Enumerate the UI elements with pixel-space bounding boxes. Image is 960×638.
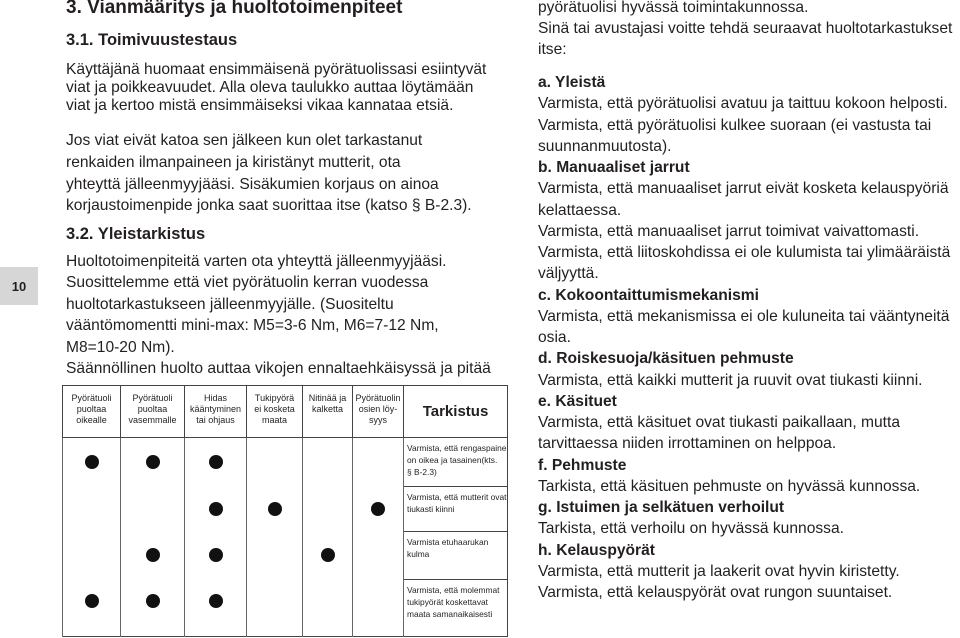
- dot-marker: [321, 548, 335, 562]
- text-line: Säännöllinen huolto auttaa vikojen ennaltaehkäisyssä ja pitää: [66, 360, 491, 378]
- general-check-paragraph: [66, 251, 491, 379]
- symptom-cell: [303, 438, 353, 487]
- dot-marker: [209, 502, 223, 516]
- text-line: Varmista, että mutterit ja laakerit ovat hyvin kiristetty.: [538, 562, 900, 580]
- text-line: Sinä tai avustajasi voitte tehdä seuraavat huoltotarkastukset: [538, 20, 953, 37]
- troubleshooting-table: [62, 385, 508, 637]
- symptom-cell: [121, 532, 185, 580]
- section-heading: e. Käsituet: [538, 392, 617, 410]
- section-heading: b. Manuaaliset jarrut: [538, 159, 690, 176]
- header-line: tai ohjaus: [196, 415, 235, 425]
- symptom-cell: [185, 532, 247, 580]
- checklist-intro: [538, 0, 952, 60]
- check-line: Varmista, että mutterit ovat: [407, 492, 507, 502]
- symptom-cell: [353, 487, 404, 532]
- dot-marker: [209, 548, 223, 562]
- header-line: ei kosketa: [254, 404, 295, 414]
- text-line: Varmista, että mekanismissa ei ole kuluneita tai vääntyneitä: [538, 307, 950, 325]
- symptom-cell: [303, 580, 353, 637]
- header-loose-parts: [353, 386, 404, 438]
- header-slow-steering: [185, 386, 247, 438]
- text-line: M8=10-20 Nm).: [66, 338, 175, 356]
- checklist-section: [538, 497, 952, 540]
- section-heading: h. Kelauspyörät: [538, 541, 655, 559]
- symptom-cell: [303, 487, 353, 532]
- text-line: suunnanmuutosta).: [538, 137, 672, 155]
- symptom-cell: [247, 532, 303, 580]
- header-line: Hidas: [203, 393, 227, 403]
- dot-marker: [146, 455, 160, 469]
- checklist-section: [538, 157, 952, 285]
- page-number: 10: [0, 267, 38, 305]
- text-line: osia.: [538, 329, 571, 346]
- maintenance-checklist: [538, 0, 952, 603]
- symptom-cell: [185, 487, 247, 532]
- text-line: itse:: [538, 41, 567, 58]
- text-line: Huoltotoimenpiteitä varten ota yhteyttä jälleenmyyjääsi.: [66, 253, 447, 270]
- dealer-contact-paragraph: [66, 130, 472, 217]
- section-heading-general-check: 3.2. Yleistarkistus: [66, 225, 206, 243]
- text-line: viat ja kertoo mistä ensimmäiseksi vikaa kannataa etsiä.: [66, 97, 454, 114]
- check-line: tiukasti kiinni: [407, 504, 455, 514]
- header-castor-off-ground: [247, 386, 303, 438]
- symptom-cell: [247, 487, 303, 532]
- section-heading: f. Pehmuste: [538, 456, 627, 474]
- header-line: kalketta: [311, 404, 344, 414]
- header-line: puoltaa: [76, 404, 107, 414]
- table-row: [63, 487, 508, 532]
- intro-paragraph: [66, 61, 486, 115]
- checklist-section: [538, 285, 952, 349]
- check-cell: [404, 580, 508, 637]
- text-line: Tarkista, että käsituen pehmuste on hyvässä kunnossa.: [538, 477, 921, 495]
- text-line: vääntömomentti mini-max: M5=3-6 Nm, M6=7-12 Nm,: [66, 317, 439, 335]
- header-line: Pyörätuoli: [132, 393, 173, 403]
- check-cell: [404, 487, 508, 532]
- header-line: Nitinää ja: [308, 393, 347, 403]
- symptom-cell: [353, 580, 404, 637]
- dot-marker: [209, 594, 223, 608]
- checklist-section: [538, 455, 952, 498]
- symptom-cell: [63, 532, 121, 580]
- symptom-cell: [353, 532, 404, 580]
- symptom-cell: [63, 438, 121, 487]
- header-line: Tukipyörä: [254, 393, 295, 403]
- text-line: Varmista, että kelauspyörät ovat rungon suuntaiset.: [538, 584, 893, 601]
- text-line: Varmista, että pyörätuolisi kulkee suoraan (ei vastusta tai: [538, 116, 932, 134]
- text-line: väljyyttä.: [538, 265, 599, 283]
- symptom-cell: [185, 580, 247, 637]
- symptom-cell: [63, 580, 121, 637]
- check-line: maata samanaikaisesti: [407, 609, 493, 619]
- header-veers-right: [63, 386, 121, 438]
- header-line: vasemmalle: [128, 415, 177, 425]
- table-header-row: [63, 386, 508, 438]
- text-line: Varmista, että manuaaliset jarrut eivät kosketa kelauspyöriä: [538, 180, 949, 198]
- symptom-cell: [121, 487, 185, 532]
- text-line: Suosittelemme että viet pyörätuolin kerran vuodessa: [66, 274, 429, 292]
- text-line: huoltotarkastukseen jälleenmyyjälle. (Suositeltu: [66, 295, 394, 313]
- dot-marker: [146, 548, 160, 562]
- symptom-cell: [353, 438, 404, 487]
- header-check: Tarkistus: [404, 386, 508, 438]
- symptom-cell: [247, 580, 303, 637]
- section-heading: d. Roiskesuoja/käsituen pehmuste: [538, 350, 794, 368]
- symptom-cell: [63, 487, 121, 532]
- text-line: Varmista, että pyörätuolisi avatuu ja taittuu kokoon helposti.: [538, 95, 948, 113]
- dot-marker: [268, 502, 282, 516]
- dot-marker: [85, 455, 99, 469]
- header-line: oikealle: [76, 415, 107, 425]
- checklist-section: [538, 391, 952, 455]
- check-line: on oikea ja tasainen(kts.: [407, 455, 498, 465]
- table-row: [63, 438, 508, 487]
- header-line: kääntyminen: [189, 404, 242, 414]
- text-line: viat ja poikkeavuudet. Alla oleva taulukko auttaa löytämään: [66, 79, 474, 96]
- text-line: tarvittaessa niiden irrottaminen on helppoa.: [538, 435, 837, 453]
- text-line: pyörätuolisi hyvässä toimintakunnossa.: [538, 0, 809, 16]
- text-line: Varmista, että kaikki mutterit ja ruuvit ovat tiukasti kiinni.: [538, 371, 923, 389]
- checklist-section: [538, 540, 952, 604]
- header-line: osien löy-: [358, 404, 398, 414]
- section-heading-functional-test: 3.1. Toimivuustestaus: [66, 31, 238, 49]
- header-line: puoltaa: [137, 404, 168, 414]
- header-line: syys: [369, 415, 387, 425]
- header-line: Pyörätuolin: [355, 393, 401, 403]
- checklist-sections: [538, 72, 952, 603]
- text-line: Varmista, että liitoskohdissa ei ole kulumista tai ylimääräistä: [538, 244, 951, 261]
- text-line: korjaustoimenpide jonka saat suorittaa itse (katso § B-2.3).: [66, 197, 472, 215]
- chapter-title: 3. Vianmääritys ja huoltotoimenpiteet: [66, 0, 403, 18]
- check-line: kulma: [407, 549, 430, 559]
- header-rattling: [303, 386, 353, 438]
- dot-marker: [209, 455, 223, 469]
- table-row: [63, 532, 508, 580]
- check-line: tukipyörät koskettavat: [407, 597, 488, 607]
- check-line: Varmista, että molemmat: [407, 585, 500, 595]
- dot-marker: [146, 594, 160, 608]
- text-line: yhteyttä jälleenmyyjääsi. Sisäkumien korjaus on ainoa: [66, 175, 439, 193]
- text-line: Jos viat eivät katoa sen jälkeen kun olet tarkastanut: [66, 132, 423, 149]
- dot-marker: [371, 502, 385, 516]
- section-heading: c. Kokoontaittumismekanismi: [538, 286, 759, 304]
- symptom-cell: [247, 438, 303, 487]
- section-heading: g. Istuimen ja selkätuen verhoilut: [538, 499, 785, 516]
- symptom-cell: [185, 438, 247, 487]
- symptom-cell: [303, 532, 353, 580]
- check-line: Varmista etuhaarukan: [407, 537, 489, 547]
- table-body: [63, 438, 508, 637]
- symptom-cell: [121, 580, 185, 637]
- check-line: § B-2.3): [407, 467, 437, 477]
- header-veers-left: [121, 386, 185, 438]
- header-line: Pyörätuoli: [71, 393, 112, 403]
- check-cell: [404, 532, 508, 580]
- check-cell: [404, 438, 508, 487]
- dot-marker: [85, 594, 99, 608]
- section-heading: a. Yleistä: [538, 74, 606, 91]
- checklist-section: [538, 348, 952, 391]
- text-line: Tarkista, että verhoilu on hyvässä kunnossa.: [538, 520, 844, 538]
- text-line: kelattaessa.: [538, 201, 622, 219]
- checklist-section: [538, 72, 952, 157]
- text-line: Varmista, että käsituet ovat tiukasti paikallaan, mutta: [538, 414, 901, 431]
- table-row: [63, 580, 508, 637]
- symptom-cell: [121, 438, 185, 487]
- header-line: maata: [261, 415, 287, 425]
- text-line: Käyttäjänä huomaat ensimmäisenä pyörätuolissasi esiintyvät: [66, 61, 487, 78]
- check-line: Varmista, että rengaspaine: [407, 443, 507, 453]
- text-line: renkaiden ilmanpaineen ja kiristänyt mutterit, ota: [66, 153, 401, 171]
- text-line: Varmista, että manuaaliset jarrut toimivat vaivattomasti.: [538, 222, 920, 240]
